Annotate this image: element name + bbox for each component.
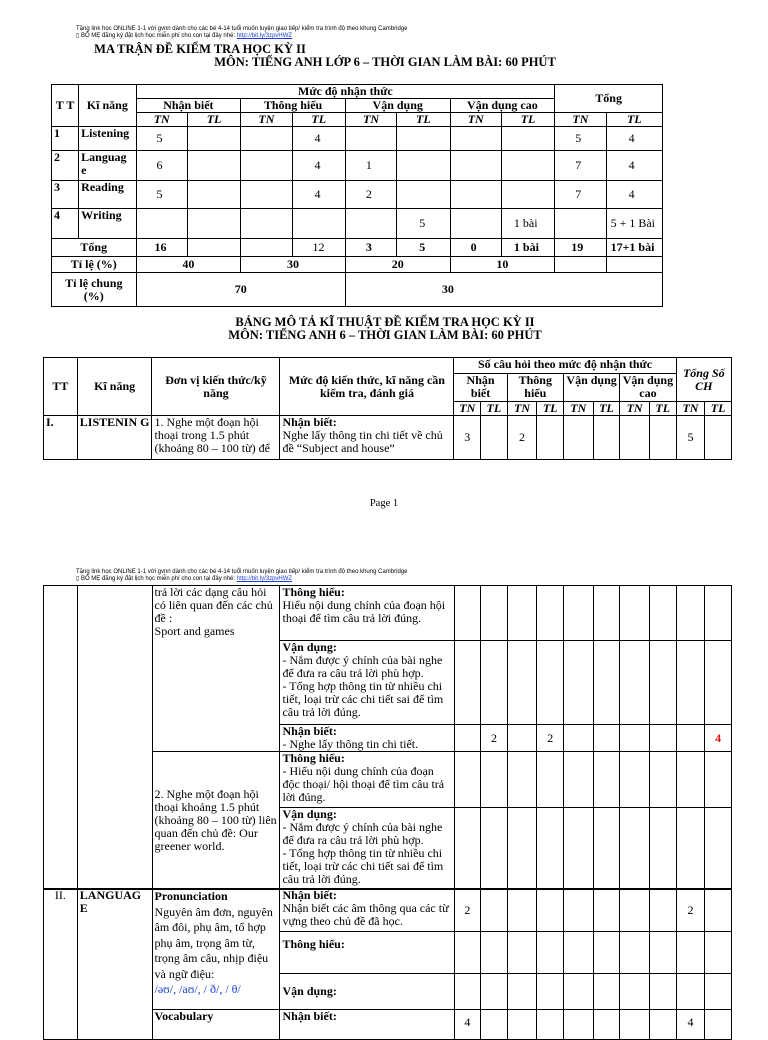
row-skill: LANGUAG E (77, 889, 152, 1040)
spec-h-skill: Kĩ năng (77, 358, 152, 416)
cell: 5 + 1 Bài (606, 209, 662, 239)
promo-header (76, 26, 716, 40)
cell (187, 127, 240, 151)
cell: 1 bài (501, 239, 554, 257)
matrix-h-tn: TN (136, 113, 187, 127)
table-row (44, 416, 732, 460)
cell: 5 (136, 127, 187, 151)
matrix-h-tl: TL (187, 113, 240, 127)
spec-h-level-3: Vận dụng (563, 374, 619, 402)
cell (292, 209, 345, 239)
cell: 2 (345, 181, 396, 209)
matrix-h-level-1: Nhận biết (136, 99, 241, 113)
desc-text: Nghe lấy thông tin chi tiết về chủ đề “Subject and house” (282, 428, 443, 455)
spec-subtitle: MÔN: TIẾNG ANH 6 – THỜI GIAN LÀM BÀI: 60 PHÚT (228, 328, 542, 342)
cell: 2 (676, 889, 705, 932)
row-skill: LISTENIN G (77, 416, 152, 460)
matrix-h-skill: Kĩ năng (79, 85, 136, 127)
row-tt: 3 (52, 181, 79, 209)
cell: 12 (292, 239, 345, 257)
common-label: Tỉ lệ chung (%) (52, 273, 137, 307)
desc-head: Vận dụng: (282, 640, 337, 654)
cell: 3 (454, 416, 481, 460)
cell (345, 209, 396, 239)
spec-h-unit: Đơn vị kiến thức/kỹ năng (152, 358, 280, 416)
spec-h-tl: TL (481, 402, 508, 416)
spec-h-tn: TN (507, 402, 537, 416)
page-number: Page 1 (369, 498, 399, 509)
cell (136, 209, 187, 239)
vocab-head: Vocabulary (152, 1010, 280, 1040)
desc-text: Nhận biết các âm thông qua các từ vựng theo chủ đề đã học. (282, 901, 449, 928)
cell: 4 (606, 181, 662, 209)
unit-2: 2. Nghe một đoạn hội thoại khoảng 1.5 phút (khoảng 80 – 100 từ) liên quan đến chủ đề: Our greener world. (152, 752, 280, 890)
row-unit: 1. Nghe một đoạn hội thoại trong 1.5 phút (khoảng 80 – 100 từ) để (152, 416, 280, 460)
table-row (44, 889, 732, 932)
ratio-label: Tỉ lệ (%) (52, 257, 137, 273)
spec-h-tn: TN (676, 402, 705, 416)
matrix-h-total: Tổng (555, 85, 663, 113)
matrix-h-tl: TL (292, 113, 345, 127)
matrix-h-tn: TN (345, 113, 396, 127)
pron-ipa: /əʊ/, /aʊ/, / ð/, / θ/ (154, 982, 241, 996)
cell: 6 (136, 151, 187, 181)
row-tt: 1 (52, 127, 79, 151)
table-row (52, 209, 663, 239)
cell (397, 127, 450, 151)
cell: 2 (537, 725, 564, 752)
cell (501, 127, 554, 151)
ratio-value: 10 (450, 257, 555, 273)
matrix-title: MA TRẬN ĐỀ KIỂM TRA HỌC KỲ II (94, 42, 306, 56)
spec-h-tt: TT (44, 358, 78, 416)
cell: 1 bài (501, 209, 554, 239)
row-tt: 2 (52, 151, 79, 181)
ratio-value: 30 (241, 257, 346, 273)
table-row (52, 181, 663, 209)
spec-h-tl: TL (537, 402, 564, 416)
spec-table-language (43, 888, 732, 1040)
ratio-row (52, 257, 663, 273)
desc-head: Nhận biết: (282, 888, 337, 902)
cell (345, 127, 396, 151)
promo-link[interactable]: http://bit.ly/3zpvHWZ (236, 33, 293, 39)
cell (397, 181, 450, 209)
spec-table (43, 357, 732, 460)
common-value: 30 (345, 273, 662, 307)
cell: 5 (397, 239, 450, 257)
row-tt: I. (44, 416, 78, 460)
desc-head: Nhận biết: (280, 1010, 454, 1040)
cell: 2 (454, 889, 481, 932)
pron-desc: Nguyên âm đơn, nguyên âm đôi, phụ âm, tổ hợp phụ âm, trọng âm từ, trọng âm câu, nhịp điệu và ngữ điệu: (154, 904, 273, 981)
unit-cont: trả lời các dạng câu hỏi có liên quan đến các chủ đề : (154, 585, 273, 625)
spec-h-desc: Mức độ kiến thức, kĩ năng cần kiểm tra, đánh giá (280, 358, 454, 416)
cell: 4 (606, 151, 662, 181)
cell (241, 209, 292, 239)
spec-table-continued (43, 585, 732, 890)
cell (555, 209, 606, 239)
spec-h-tl: TL (593, 402, 620, 416)
cell: 4 (676, 1010, 705, 1040)
matrix-h-tl: TL (606, 113, 662, 127)
cell (241, 239, 292, 257)
matrix-h-level: Mức độ nhận thức (136, 85, 555, 99)
row-tt: 4 (52, 209, 79, 239)
spec-h-level-1: Nhận biết (454, 374, 507, 402)
cell: 5 (397, 209, 450, 239)
cell: 4 (292, 127, 345, 151)
row-skill: Reading (79, 181, 136, 209)
matrix-h-tl: TL (397, 113, 450, 127)
cell (450, 151, 501, 181)
cell: 7 (555, 181, 606, 209)
spec-title: BẢNG MÔ TẢ KĨ THUẬT ĐỀ KIỂM TRA HỌC KỲ II (235, 315, 535, 329)
desc-head: Thông hiểu: (282, 585, 345, 599)
common-value: 70 (136, 273, 345, 307)
desc-head: Nhận biết: (282, 724, 337, 738)
promo-link[interactable]: http://bit.ly/3zpvHWZ (236, 576, 293, 582)
matrix-subtitle: MÔN: TIẾNG ANH LỚP 6 – THỜI GIAN LÀM BÀI: 60 PHÚT (214, 55, 556, 69)
desc-text: - Nắm được ý chính của bài nghe để đưa ra câu trả lời phù hợp. (282, 653, 443, 680)
cell: 5 (676, 416, 705, 460)
desc-head: Thông hiểu: (280, 932, 454, 974)
cell: 0 (450, 239, 501, 257)
table-row (52, 151, 663, 181)
cell: 16 (136, 239, 187, 257)
cell (501, 181, 554, 209)
desc-text: - Tổng hợp thông tin từ nhiều chi tiết, loại trừ các chi tiết sai để tìm câu trả lời đúng. (282, 679, 444, 719)
cell-highlight: 4 (705, 725, 732, 752)
spec-h-total: Tổng Số CH (676, 358, 731, 402)
cell (241, 127, 292, 151)
cell: 5 (136, 181, 187, 209)
unit-cont-topic: Sport and games (154, 624, 235, 638)
ratio-value: 20 (345, 257, 450, 273)
matrix-h-tn: TN (555, 113, 606, 127)
cell: 4 (292, 181, 345, 209)
table-row (44, 586, 732, 641)
desc-head: Nhận biết: (282, 415, 337, 429)
promo-header (76, 569, 716, 583)
cell: 2 (507, 416, 537, 460)
common-row (52, 273, 663, 307)
desc-head: Vận dụng: (282, 807, 337, 821)
cell (241, 151, 292, 181)
matrix-h-level-4: Vận dụng cao (450, 99, 555, 113)
spec-h-tn: TN (454, 402, 481, 416)
cell: 7 (555, 151, 606, 181)
cell: 2 (481, 725, 508, 752)
cell (450, 127, 501, 151)
cell (187, 209, 240, 239)
spec-h-tl: TL (705, 402, 732, 416)
cell (187, 151, 240, 181)
cell: 4 (454, 1010, 481, 1040)
spec-h-tn: TN (620, 402, 650, 416)
cell (187, 181, 240, 209)
spec-h-level-2: Thông hiểu (507, 374, 563, 402)
spec-h-count: Số câu hỏi theo mức độ nhận thức (454, 358, 676, 374)
desc-text: - Tổng hợp thông tin từ nhiều chi tiết, loại trừ các chi tiết sai để tìm câu trả lời đúng. (282, 846, 444, 886)
matrix-h-tt: T T (52, 85, 79, 127)
cell (450, 209, 501, 239)
matrix-h-level-2: Thông hiểu (241, 99, 346, 113)
spec-h-tl: TL (649, 402, 676, 416)
matrix-h-level-3: Vận dụng (345, 99, 450, 113)
pron-head: Pronunciation (154, 889, 228, 903)
cell: 17+1 bài (606, 239, 662, 257)
desc-text: Hiểu nội dung chính của đoạn hội thoại để tìm câu trả lời đúng. (282, 598, 446, 625)
desc-head: Vận dụng: (280, 974, 454, 1010)
row-skill: Listening (79, 127, 136, 151)
cell (501, 151, 554, 181)
desc-text: - Nghe lấy thông tin chi tiết. (282, 737, 419, 751)
spec-h-tn: TN (563, 402, 593, 416)
desc-text: - Nắm được ý chính của bài nghe để đưa ra câu trả lời phù hợp. (282, 820, 443, 847)
cell: 19 (555, 239, 606, 257)
cell (450, 181, 501, 209)
cell: 3 (345, 239, 396, 257)
cell: 1 (345, 151, 396, 181)
matrix-table (51, 84, 663, 307)
total-label: Tổng (52, 239, 137, 257)
row-tt: II. (44, 889, 78, 1040)
spec-h-level-4: Vận dụng cao (620, 374, 676, 402)
row-skill: Languag e (79, 151, 136, 181)
promo-line: Tặng link học ONLINE 1-1 với gvnn dành cho các bé 4-14 tuổi muốn luyện giao tiếp/ kiểm tra trình độ theo khung Cambridge (76, 26, 408, 32)
desc-text: - Hiểu nội dung chính của đoạn độc thoại/ hội thoại để tìm câu trả lời đúng. (282, 764, 445, 804)
ratio-value: 40 (136, 257, 241, 273)
cell (397, 151, 450, 181)
promo-line: Tặng link học ONLINE 1-1 với gvnn dành cho các bé 4-14 tuổi muốn luyện giao tiếp/ kiểm tra trình độ theo khung Cambridge (76, 569, 408, 575)
promo-line-2: ▯ BỐ MẸ đăng ký đặt lịch học miễn phí cho con tại đây nhé: http://bit.ly/3zpvHWZ (76, 33, 293, 39)
cell: 4 (292, 151, 345, 181)
cell (241, 181, 292, 209)
row-skill: Writing (79, 209, 136, 239)
matrix-h-tn: TN (450, 113, 501, 127)
matrix-h-tn: TN (241, 113, 292, 127)
promo-line-2: ▯ BỐ MẸ đăng ký đặt lịch học miễn phí cho con tại đây nhé: http://bit.ly/3zpvHWZ (76, 576, 293, 582)
cell: 4 (606, 127, 662, 151)
desc-head: Thông hiểu: (282, 751, 345, 765)
matrix-h-tl: TL (501, 113, 554, 127)
cell (187, 239, 240, 257)
table-row (52, 127, 663, 151)
total-row (52, 239, 663, 257)
cell: 5 (555, 127, 606, 151)
